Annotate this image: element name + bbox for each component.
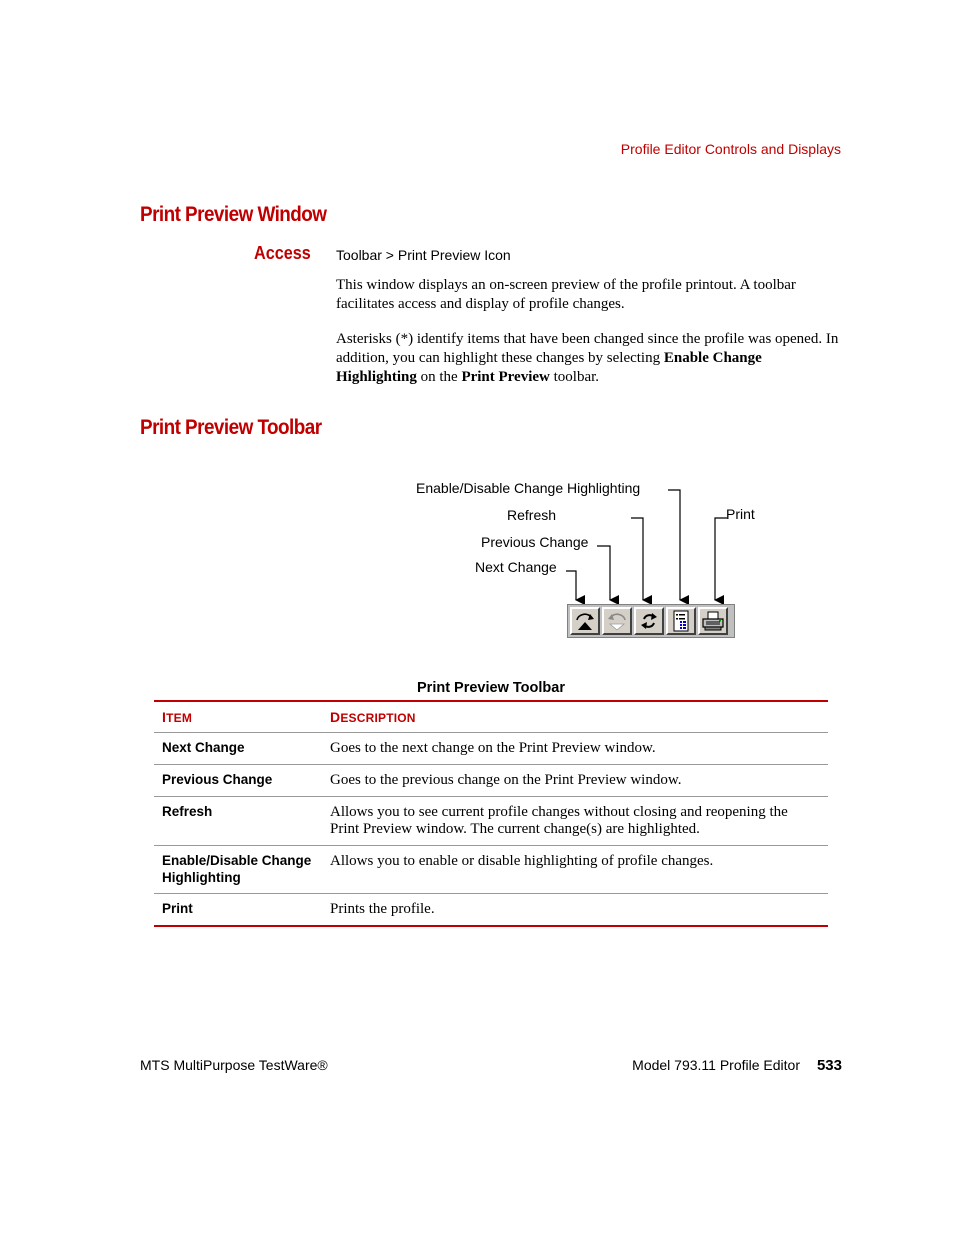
print-preview-toolbar <box>567 604 735 638</box>
row-description: Allows you to see current profile changes without closing and reopening the Print Preview window. The current change(s) are highlighted. <box>322 796 828 845</box>
footer-manual: Model 793.11 Profile Editor <box>632 1057 800 1073</box>
leader-highlighting <box>668 490 680 600</box>
access-path: Toolbar > Print Preview Icon <box>336 247 511 263</box>
next-change-icon <box>573 610 597 632</box>
running-head: Profile Editor Controls and Displays <box>620 141 841 157</box>
callout-previous-change: Previous Change <box>481 534 589 550</box>
callout-refresh: Refresh <box>507 507 557 523</box>
section-heading-print-preview-toolbar: Print Preview Toolbar <box>140 416 322 439</box>
header-item: ITEM <box>162 709 193 725</box>
table-caption: Print Preview Toolbar <box>417 680 565 696</box>
leader-previous-change <box>597 546 610 600</box>
table-row <box>154 764 828 796</box>
footer-product: MTS MultiPurpose TestWare® <box>140 1057 328 1073</box>
row-item: Print <box>154 893 322 926</box>
row-description: Goes to the next change on the Print Preview window. <box>322 732 828 764</box>
callout-next-change: Next Change <box>475 559 557 575</box>
table-row <box>154 845 828 893</box>
refresh-icon <box>637 610 661 632</box>
asterisk-text-e: toolbar. <box>549 369 600 385</box>
asterisk-text-c: on the <box>416 369 462 385</box>
next-change-button[interactable] <box>570 607 600 635</box>
leader-print <box>715 518 727 600</box>
previous-change-icon <box>605 610 629 632</box>
print-preview-term: Print Preview <box>461 369 550 385</box>
table-header-row <box>154 701 828 732</box>
refresh-button[interactable] <box>634 607 664 635</box>
row-item: Refresh <box>154 796 322 845</box>
page-number: 533 <box>816 1057 842 1074</box>
header-description: DESCRIPTION <box>330 709 416 725</box>
leader-next-change <box>566 571 576 600</box>
print-icon <box>701 610 725 632</box>
callout-enable-disable-highlighting: Enable/Disable Change Highlighting <box>416 480 641 496</box>
enable-change-highlighting-term: Enable Change Highlighting <box>336 350 762 385</box>
callout-print: Print <box>726 506 755 522</box>
asterisk-text-a: Asterisks (*) identify items that have been changed since the profile was opened. In addition, you can highlight these changes by selecting <box>336 331 839 366</box>
access-label: Access <box>254 243 311 263</box>
row-description: Allows you to enable or disable highlighting of profile changes. <box>322 845 828 893</box>
row-description: Goes to the previous change on the Print Preview window. <box>322 764 828 796</box>
row-item: Previous Change <box>154 764 322 796</box>
intro-text: This window displays an on-screen preview of the profile printout. A toolbar facilitates access and display of profile changes. <box>336 277 796 312</box>
row-item: Next Change <box>154 732 322 764</box>
print-button[interactable] <box>698 607 728 635</box>
row-description: Prints the profile. <box>322 893 828 926</box>
toolbar-description-table <box>154 700 828 927</box>
change-highlighting-button[interactable] <box>666 607 696 635</box>
change-highlighting-icon <box>669 610 693 632</box>
previous-change-button[interactable] <box>602 607 632 635</box>
table-row <box>154 893 828 926</box>
table-row <box>154 732 828 764</box>
row-item: Enable/Disable Change Highlighting <box>154 845 322 893</box>
leader-refresh <box>631 518 643 600</box>
table-row <box>154 796 828 845</box>
section-heading-print-preview-window: Print Preview Window <box>140 203 327 226</box>
